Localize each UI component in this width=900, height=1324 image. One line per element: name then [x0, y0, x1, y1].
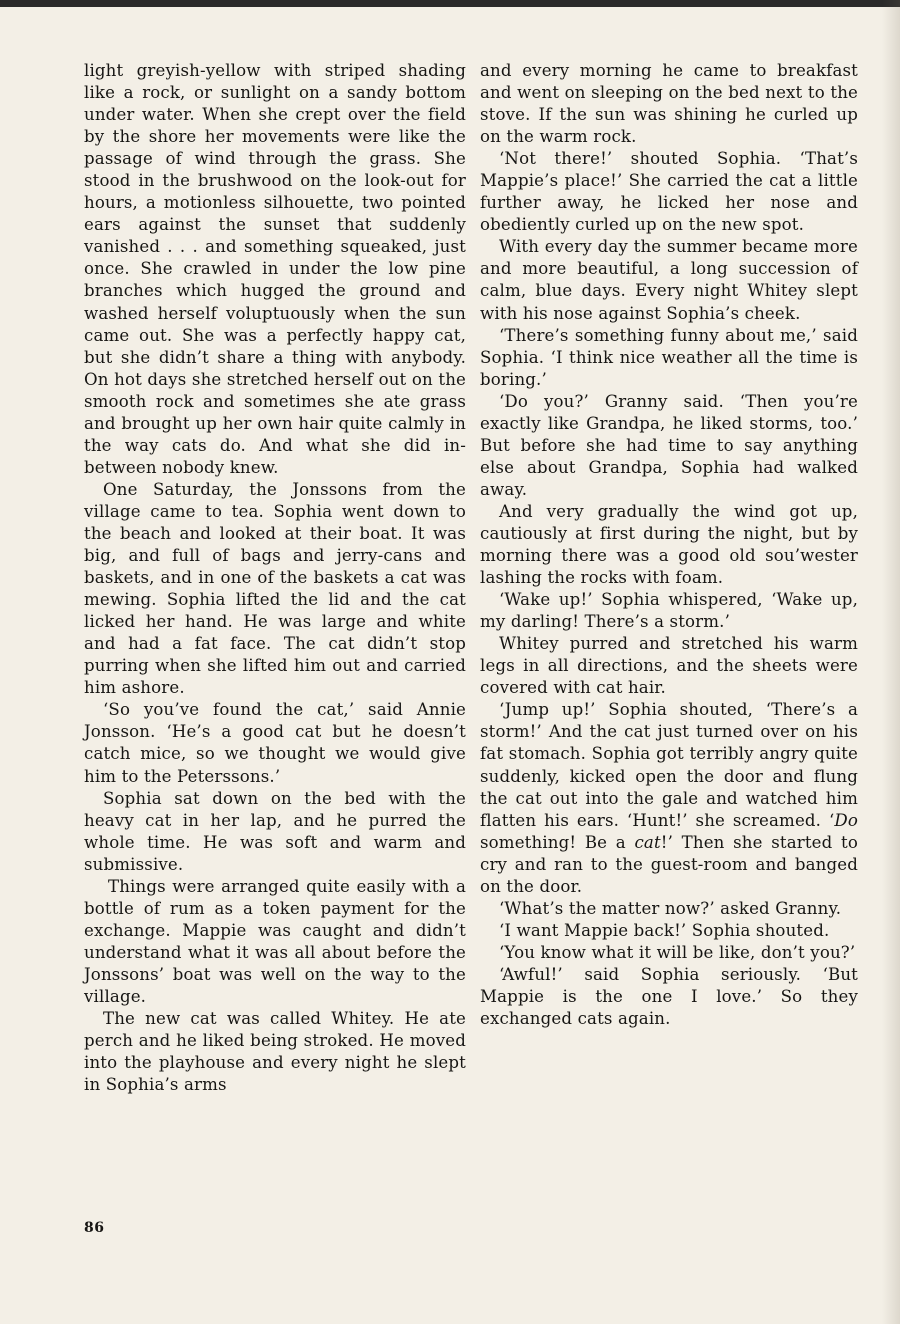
emphasis-text: cat [634, 832, 661, 852]
paragraph-text: ‘Jump up!’ Sophia shouted, ‘There’s a storm!’ And the cat just turned over on his fat stomach. Sophia got terribly angry quite suddenly, kicked open the door and flung the cat out into the gale and watched him flatten his ears. ‘Hunt!’ she screamed. ‘ [480, 700, 858, 830]
left-text-column [84, 60, 466, 1096]
emphasis-text: Do [834, 810, 858, 830]
paragraph: ‘You know what it will be like, don’t you?’ [499, 942, 856, 962]
right-text-column [480, 60, 858, 1030]
page-edge-shadow [882, 0, 900, 1324]
paragraph: ‘Do you?’ Granny said. ‘Then you’re exactly like Grandpa, he liked storms, too.’ But before she had time to say anything else about Grandpa, Sophia had walked away. [480, 391, 858, 499]
paragraph: and every morning he came to breakfast and went on sleeping on the bed next to the stove. If the sun was shining he curled up on the warm rock. [480, 61, 858, 147]
paragraph: ‘Wake up!’ Sophia whispered, ‘Wake up, my darling! There’s a storm.’ [480, 590, 858, 632]
paragraph-text: !’ Then she started to cry and ran to the guest-room and banged on the door. [480, 832, 858, 896]
paragraph: ‘Awful!’ said Sophia seriously. ‘But Mappie is the one I love.’ So they exchanged cats again. [480, 964, 858, 1029]
paragraph: ‘There’s something funny about me,’ said Sophia. ‘I think nice weather all the time is boring.’ [480, 325, 858, 389]
page-number: 86 [84, 1220, 105, 1236]
paragraph: Whitey purred and stretched his warm legs in all directions, and the sheets were covered with cat hair. [480, 634, 858, 698]
paragraph: The new cat was called Whitey. He ate perch and he liked being stroked. He moved into the playhouse and every night he slept in Sophia’s arms [84, 1009, 466, 1095]
paragraph: One Saturday, the Jonssons from the village came to tea. Sophia went down to the beach and looked at their boat. It was big, and full of bags and jerry-cans and baskets, and in one of the baskets a cat was mewing. Sophia lifted the lid and the cat licked her hand. He was large and white and had a fat face. The cat didn’t stop purring when she lifted him out and carried him ashore. [84, 479, 466, 698]
paragraph: With every day the summer became more and more beautiful, a long succession of calm, blue days. Every night Whitey slept with his nose against Sophia’s cheek. [480, 237, 858, 323]
paragraph-text: something! Be a [480, 832, 635, 852]
paragraph: ‘So you’ve found the cat,’ said Annie Jonsson. ‘He’s a good cat but he doesn’t catch mice, so we thought we would give him to the Peterssons.’ [84, 700, 466, 786]
top-edge-rule [0, 0, 900, 7]
paragraph: ‘Not there!’ shouted Sophia. ‘That’s Mappie’s place!’ She carried the cat a little further away, he licked her nose and obediently curled up on the new spot. [480, 149, 858, 235]
paragraph: Things were arranged quite easily with a bottle of rum as a token payment for the exchange. Mappie was caught and didn’t understand what it was all about before the Jonssons’ boat was well on the way to the village. [84, 876, 466, 1006]
paragraph: And very gradually the wind got up, cautiously at first during the night, but by morning there was a good old sou’wester lashing the rocks with foam. [480, 501, 858, 588]
paragraph: ‘What’s the matter now?’ asked Granny. [499, 898, 842, 918]
paragraph: ‘I want Mappie back!’ Sophia shouted. [499, 920, 830, 940]
paragraph: light greyish-yellow with striped shading like a rock, or sunlight on a sandy bottom under water. When she crept over the field by the shore her movements were like the passage of wind through the grass. She stood in the brushwood on the look-out for hours, a motionless silhouette, two pointed ears against the sunset that suddenly vanished . . . and something squeaked, just once. She crawled in under the low pine branches which hugged the ground and washed herself voluptuously when the sun came out. She was a perfectly happy cat, but she didn’t share a thing with anybody. On hot days she stretched herself out on the smooth rock and sometimes she ate grass and brought up her own hair quite calmly in the way cats do. And what she did in-between nobody knew. [84, 61, 466, 477]
paragraph [480, 699, 858, 897]
paragraph: Sophia sat down on the bed with the heavy cat in her lap, and he purred the whole time. He was soft and warm and submissive. [84, 788, 466, 874]
